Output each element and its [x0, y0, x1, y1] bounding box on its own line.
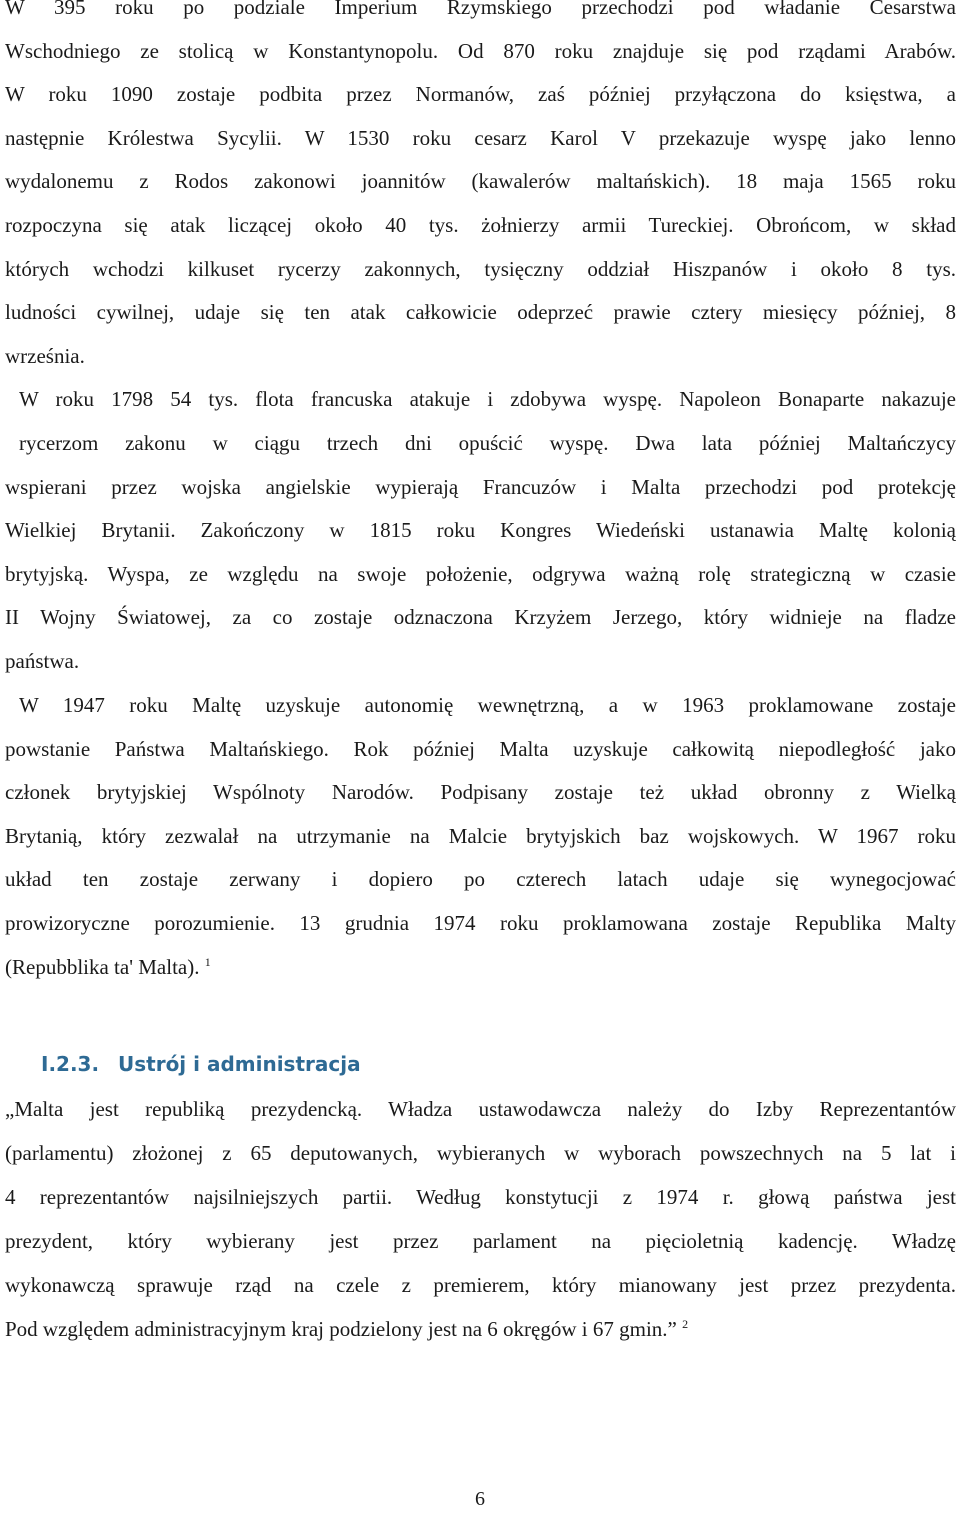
text-line: „Malta jest republiką prezydencką. Władza ustawodawcza należy do Izby Reprezentantów — [5, 1097, 956, 1121]
footnote-reference[interactable]: 1 — [204, 954, 211, 969]
text-line: powstanie Państwa Maltańskiego. Rok później Malta uzyskuje całkowitą niepodległość jako — [5, 736, 956, 761]
text-line-content: Pod względem administracyjnym kraj podzielony jest na 6 okręgów i 67 gmin.” — [5, 1317, 677, 1341]
text-line: II Wojny Światowej, za co zostaje odznaczona Krzyżem Jerzego, który widnieje na fladze — [5, 605, 956, 630]
text-line: września. — [5, 343, 85, 368]
text-line: wykonawczą sprawuje rząd na czele z premierem, który mianowany jest przez prezydenta. — [5, 1273, 956, 1297]
history-paragraph-2 — [5, 684, 956, 989]
section-heading — [41, 1052, 361, 1076]
text-line: rozpoczyna się atak liczącej około 40 tys. żołnierzy armii Tureckiej. Obrońcom, w skład — [5, 212, 956, 237]
text-line: rycerzom zakonu w ciągu trzech dni opuścić wyspę. Dwa lata później Maltańczycy — [19, 430, 956, 455]
text-line: 4 reprezentantów najsilniejszych partii. Według konstytucji z 1974 r. głową państwa jest — [5, 1185, 956, 1209]
text-line: państwa. — [5, 648, 80, 673]
footnote-reference[interactable]: 2 — [682, 1317, 689, 1331]
history-paragraph-1 — [5, 0, 956, 684]
text-line: Wschodniego ze stolicą w Konstantynopolu. Od 870 roku znajduje się pod rządami Arabów. — [5, 38, 956, 63]
text-line: W roku 1798 54 tys. flota francuska atakuje i zdobywa wyspę. Napoleon Bonaparte nakazuje — [19, 387, 956, 412]
page-number: 6 — [475, 1488, 485, 1510]
text-line — [5, 1307, 956, 1351]
text-line — [5, 946, 956, 990]
text-line-content: (Repubblika ta' Malta). — [5, 954, 200, 979]
text-line: W 1947 roku Maltę uzyskuje autonomię wewnętrzną, a w 1963 proklamowane zostaje — [19, 693, 956, 717]
text-line: brytyjską. Wyspa, ze względu na swoje położenie, odgrywa ważną rolę strategiczną w czasie — [5, 561, 956, 586]
text-line: Wielkiej Brytanii. Zakończony w 1815 roku Kongres Wiedeński ustanawia Maltę kolonią — [5, 518, 956, 543]
text-line: następnie Królestwa Sycylii. W 1530 roku cesarz Karol V przekazuje wyspę jako lenno — [5, 125, 956, 150]
text-line: układ ten zostaje zerwany i dopiero po czterech latach udaje się wynegocjować — [5, 867, 956, 892]
text-line: wydalonemu z Rodos zakonowi joannitów (kawalerów maltańskich). 18 maja 1565 roku — [5, 169, 956, 194]
text-line: Brytanią, który zezwalał na utrzymanie na Malcie brytyjskich baz wojskowych. W 1967 roku — [5, 823, 956, 848]
text-line: członek brytyjskiej Wspólnoty Narodów. Podpisany zostaje też układ obronny z Wielką — [5, 780, 956, 805]
text-line: W roku 1090 zostaje podbita przez Normanów, zaś później przyłączona do księstwa, a — [5, 82, 956, 107]
text-line: (parlamentu) złożonej z 65 deputowanych, wybieranych w wyborach powszechnych na 5 lat i — [5, 1141, 956, 1165]
text-line: prowizoryczne porozumienie. 13 grudnia 1974 roku proklamowana zostaje Republika Malty — [5, 910, 956, 935]
government-paragraph — [5, 1087, 956, 1351]
text-line: wspierani przez wojska angielskie wypierają Francuzów i Malta przechodzi pod protekcję — [5, 474, 956, 499]
section-number: I.2.3. — [41, 1052, 100, 1076]
section-title: Ustrój i administracja — [118, 1052, 361, 1076]
text-line: W 395 roku po podziale Imperium Rzymskiego przechodzi pod władanie Cesarstwa — [5, 0, 956, 19]
text-line: ludności cywilnej, udaje się ten atak całkowicie odeprzeć prawie cztery miesięcy później, 8 — [5, 300, 956, 325]
text-line: prezydent, który wybierany jest przez parlament na pięcioletnią kadencję. Władzę — [5, 1229, 956, 1253]
text-line: których wchodzi kilkuset rycerzy zakonnych, tysięczny oddział Hiszpanów i około 8 tys. — [5, 256, 956, 281]
